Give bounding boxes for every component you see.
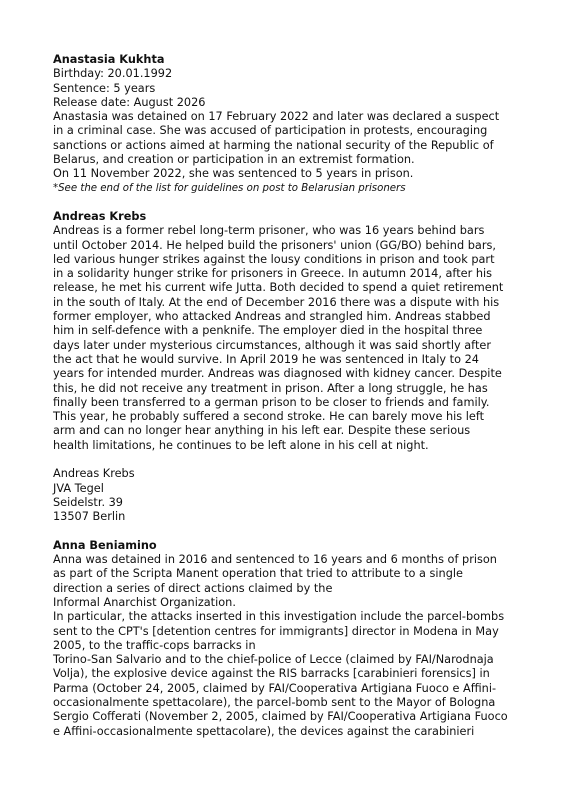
text-line: this, he did not receive any treatment in prison. After a long struggle, he has bbox=[53, 381, 488, 395]
text-line: him in self-defence with a penknife. The employer died in the hospital three bbox=[53, 324, 483, 338]
text-line: Birthday: 20.01.1992 bbox=[53, 67, 173, 81]
text-line: health limitations, he continues to be left alone in his cell at night. bbox=[53, 438, 429, 452]
text-line: former employer, who attacked Andreas and strangled him. Andreas stabbed bbox=[53, 310, 491, 324]
text-line: 2005, to the traffic-cops barracks in bbox=[53, 638, 256, 652]
text-line: Sergio Cofferati (November 2, 2005, claimed by FAI/Cooperativa Artigiana Fuoco bbox=[53, 710, 508, 724]
text-line: sent to the CPT's [detention centres for immigrants] director in Modena in May bbox=[53, 624, 499, 638]
text-line: the act that he would survive. In April 2019 he was sentenced in Italy to 24 bbox=[53, 352, 479, 366]
text-line: Belarus, and creation or participation in an extremist formation. bbox=[53, 153, 415, 167]
text-line: arm and can no longer hear anything in his left ear. Despite these serious bbox=[53, 424, 471, 438]
prisoner-name: Anna Beniamino bbox=[53, 538, 157, 552]
text-line: release, he met his current wife Jutta. Both decided to spend a quiet retirement bbox=[53, 281, 504, 295]
text-line: sanctions or actions aimed at harming the national security of the Republic of bbox=[53, 138, 494, 152]
text-line: occasionalmente spettacolare), the parcel-bomb sent to the Mayor of Bologna bbox=[53, 696, 496, 710]
document-page bbox=[53, 53, 523, 739]
address-line: Seidelstr. 39 bbox=[53, 495, 123, 509]
footnote: *See the end of the list for guidelines on post to Belarusian prisoners bbox=[53, 182, 406, 194]
text-line: finally been transferred to a german prison to be closer to friends and family. bbox=[53, 395, 490, 409]
text-line: in the south of Italy. At the end of December 2016 there was a dispute with his bbox=[53, 295, 500, 309]
text-line: Torino-San Salvario and to the chief-police of Lecce (claimed by FAI/Narodnaja bbox=[53, 653, 494, 667]
text-line: Anna was detained in 2016 and sentenced to 16 years and 6 months of prison bbox=[53, 553, 497, 567]
prisoner-entry-anna-beniamino bbox=[53, 539, 523, 739]
text-line: Sentence: 5 years bbox=[53, 81, 156, 95]
text-line: as part of the Scripta Manent operation that tried to attribute to a single bbox=[53, 567, 463, 581]
spacer bbox=[53, 196, 523, 210]
text-line: e Affini-occasionalmente spettacolare), the devices against the carabinieri bbox=[53, 724, 475, 738]
text-line: In particular, the attacks inserted in this investigation include the parcel-bombs bbox=[53, 610, 505, 624]
text-line: led various hunger strikes against the lousy conditions in prison and took part bbox=[53, 252, 495, 266]
address-line: Andreas Krebs bbox=[53, 467, 135, 481]
spacer bbox=[53, 525, 523, 539]
text-line: Volja), the explosive device against the RIS barracks [carabinieri forensics] in bbox=[53, 667, 490, 681]
text-line: Andreas is a former rebel long-term prisoner, who was 16 years behind bars bbox=[53, 224, 485, 238]
text-line: This year, he probably suffered a second stroke. He can barely move his left bbox=[53, 410, 485, 424]
text-line: direction a series of direct actions claimed by the bbox=[53, 581, 333, 595]
text-line: in a solidarity hunger strike for prisoners in Greece. In autumn 2014, after his bbox=[53, 267, 493, 281]
address-line: JVA Tegel bbox=[53, 481, 104, 495]
text-line: Informal Anarchist Organization. bbox=[53, 595, 236, 609]
prisoner-name: Andreas Krebs bbox=[53, 209, 147, 223]
text-line: until October 2014. He helped build the prisoners' union (GG/BO) behind bars, bbox=[53, 238, 496, 252]
prisoner-name: Anastasia Kukhta bbox=[53, 53, 165, 66]
address-line: 13507 Berlin bbox=[53, 510, 126, 524]
text-line: days later under mysterious circumstances, although it was said shortly after bbox=[53, 338, 491, 352]
postal-address bbox=[53, 467, 523, 524]
spacer bbox=[53, 453, 523, 467]
text-line: Parma (October 24, 2005, claimed by FAI/Cooperativa Artigiana Fuoco e Affini- bbox=[53, 681, 497, 695]
text-line: On 11 November 2022, she was sentenced to 5 years in prison. bbox=[53, 167, 414, 181]
text-line: Release date: August 2026 bbox=[53, 95, 206, 109]
prisoner-entry-anastasia-kukhta bbox=[53, 53, 523, 196]
text-line: Anastasia was detained on 17 February 2022 and later was declared a suspect bbox=[53, 110, 500, 124]
text-line: years for intended murder. Andreas was diagnosed with kidney cancer. Despite bbox=[53, 367, 502, 381]
prisoner-entry-andreas-krebs bbox=[53, 210, 523, 525]
text-line: in a criminal case. She was accused of participation in protests, encouraging bbox=[53, 124, 488, 138]
